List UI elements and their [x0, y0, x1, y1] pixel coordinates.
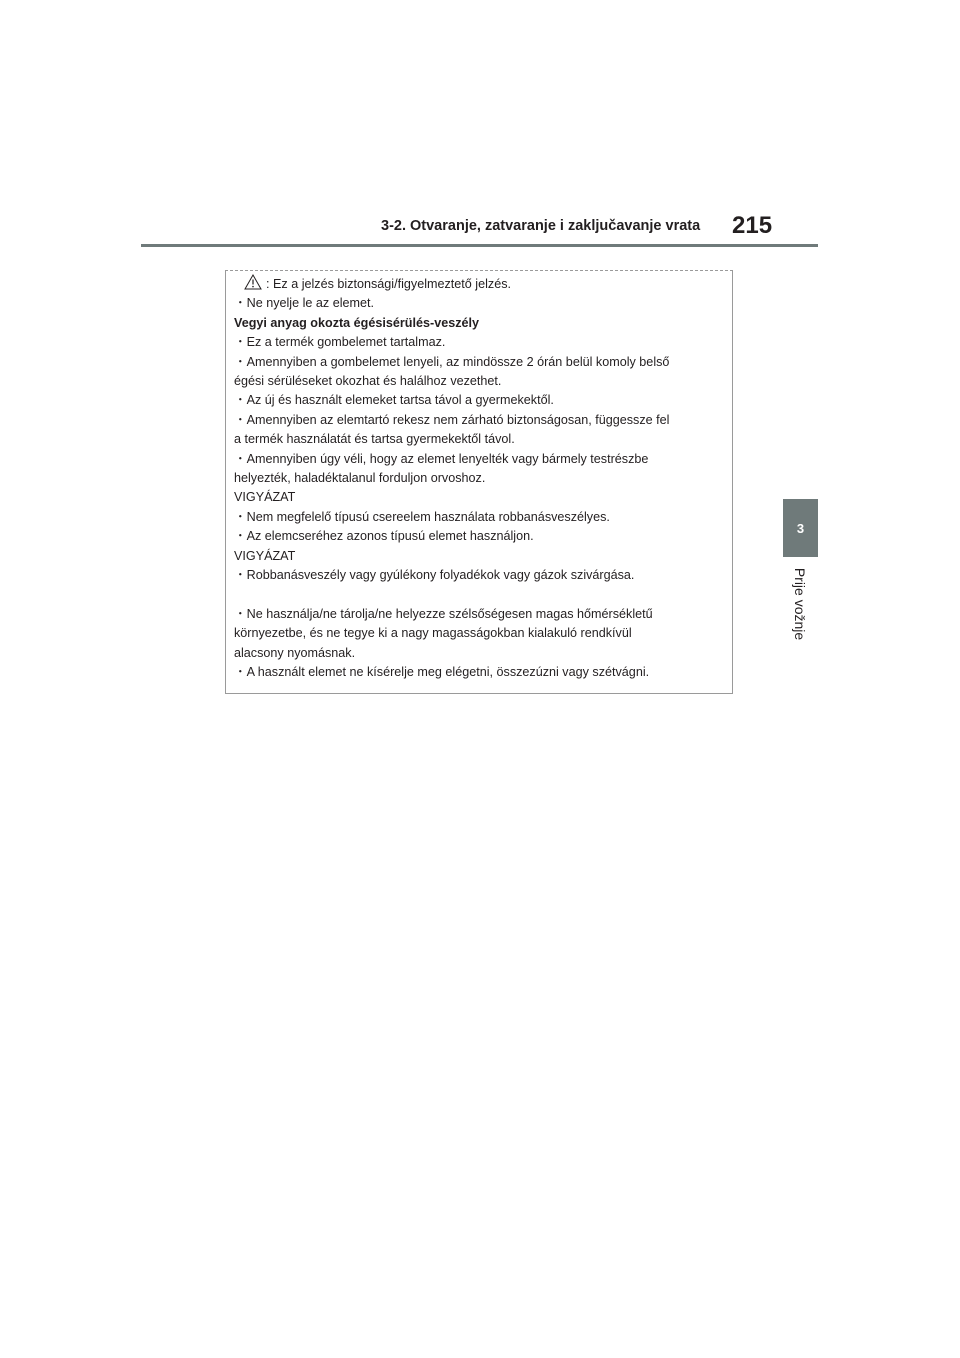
page-number: 215: [732, 212, 773, 239]
warning-line: a termék használatát és tartsa gyermekektől távol.: [234, 432, 515, 447]
warning-line: alacsony nyomásnak.: [234, 645, 356, 660]
warning-line: ・Ez a termék gombelemet tartalmaz.: [234, 335, 446, 350]
warning-box: [225, 270, 733, 694]
warning-line: ・Amennyiben az elemtartó rekesz nem zárható biztonságosan, függessze fel: [234, 412, 670, 427]
warning-line: ・Ne nyelje le az elemet.: [234, 296, 374, 311]
warning-line: helyezték, haladéktalanul forduljon orvoshoz.: [234, 471, 486, 486]
warning-line: ・Nem megfelelő típusú csereelem használata robbanásveszélyes.: [234, 509, 610, 524]
header-rule: [141, 244, 818, 247]
warning-line: ・Robbanásveszély vagy gyúlékony folyadékok vagy gázok szivárgása.: [234, 568, 635, 583]
warning-line: Vegyi anyag okozta égésisérülés-veszély: [234, 315, 480, 330]
warning-line: ・Amennyiben a gombelemet lenyeli, az mindössze 2 órán belül komoly belső: [234, 354, 670, 369]
warning-line: ・Ne használja/ne tárolja/ne helyezze szélsőségesen magas hőmérsékletű: [234, 606, 653, 621]
section-title: 3-2. Otvaranje, zatvaranje i zaključavanje vrata: [381, 218, 701, 234]
warning-intro-line: [234, 274, 725, 294]
warning-line: környezetbe, és ne tegye ki a nagy magasságokban kialakuló rendkívül: [234, 626, 632, 641]
chapter-number: 3: [796, 520, 805, 536]
warning-line: VIGYÁZAT: [234, 548, 296, 563]
warning-triangle-icon: [244, 274, 262, 290]
warning-intro-text: : Ez a jelzés biztonsági/figyelmeztető jelzés.: [266, 277, 511, 291]
warning-line: ・A használt elemet ne kísérelje meg elégetni, összezúzni vagy szétvágni.: [234, 665, 650, 680]
warning-line: ・Az elemcseréhez azonos típusú elemet használjon.: [234, 529, 534, 544]
warning-line: [234, 586, 725, 605]
warning-line: ・Amennyiben úgy véli, hogy az elemet lenyelték vagy bármely testrészbe: [234, 451, 649, 466]
warning-line: ・Az új és használt elemeket tartsa távol a gyermekektől.: [234, 393, 554, 408]
warning-line: égési sérüléseket okozhat és halálhoz vezethet.: [234, 374, 502, 389]
warning-lines: [234, 294, 725, 682]
chapter-tab: [783, 499, 818, 557]
chapter-label: Prije vožnje: [792, 567, 808, 641]
warning-line: VIGYÁZAT: [234, 490, 296, 505]
